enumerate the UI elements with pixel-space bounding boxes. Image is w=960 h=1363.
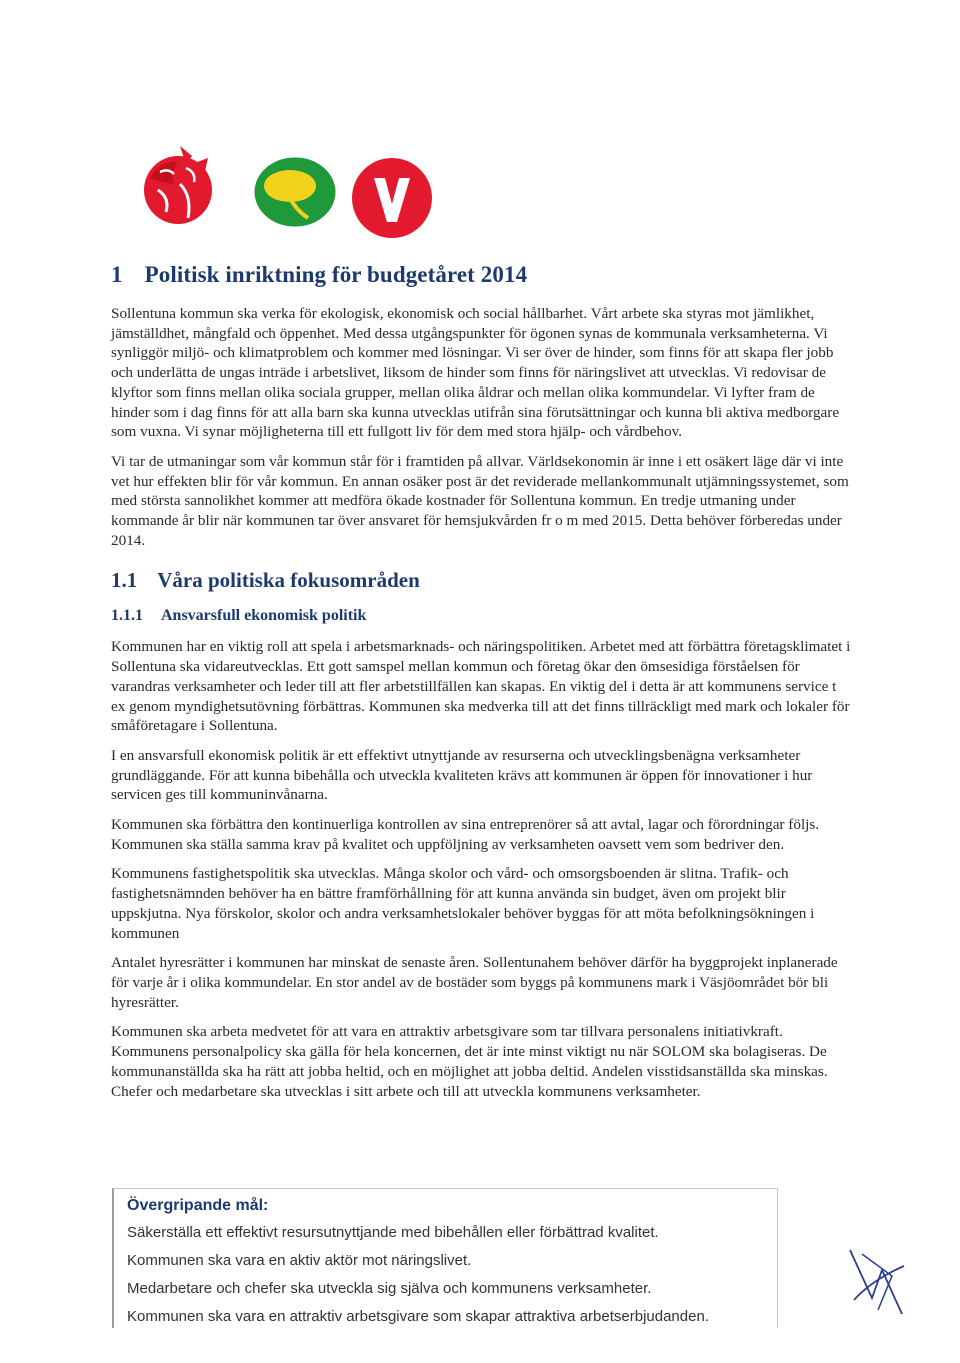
economy-paragraph-2: I en ansvarsfull ekonomisk politik är ett effektivt utnyttjande av resurserna och utvecklingsbenägna verksamheter grundläggande. För att kunna bibehålla och utveckla kvaliteten krävs att kommunen är öppen för innovationer i hur servicen ges till kommuninvånarna.: [111, 746, 813, 804]
subsubsection-number: 1.1.1: [111, 607, 143, 625]
document-body: [111, 262, 851, 1111]
economy-paragraph-6: Kommunen ska arbeta medvetet för att vara en attraktiv arbetsgivare som tar tillvara personalens initiativkraft. Kommunens personalpolicy ska gälla för hela koncernen, det är inte minst viktigt nu när SOLOM ska bolagiseras. De kommunanställda ska ha rätt att jobba heltid, och en möjlighet att jobba deltid. Andelen visstidsanställda ska minskas. Chefer och medarbetare ska utvecklas i sitt arbete och till att utveckla kommunens verksamheter.: [111, 1023, 828, 1100]
handwritten-initials-mark: [842, 1240, 912, 1320]
economy-paragraph-1: Kommunen har en viktig roll att spela i arbetsmarknads- och näringspolitiken. Arbetet med att förbättra företagsklimatet i Sollentuna ska vidareutvecklas. Ett gott samspel mellan kommun och företag ökar den ömsesidiga förståelsen för varandras verksamheter och leder till att fler arbetstillfällen kan skapas. En viktig del i detta är att kommunens service t ex genom myndighetsutövning förbättras. Kommunen ska medverka till att det finns tillräckligt med mark och lokaler för småföretagare i Sollentuna.: [111, 638, 851, 735]
economy-paragraph-3: Kommunen ska förbättra den kontinuerliga kontrollen av sina entreprenörer så att avtal, lagar och förordningar följs. Kommunen ska ställa samma krav på kvalitet och uppföljning av verksamheten oavsett vem som bedriver den.: [111, 816, 820, 853]
logos-svg: [130, 138, 440, 248]
green-party-dandelion-logo: [253, 156, 337, 228]
economy-paragraph-5: Antalet hyresrätter i kommunen har minskat de senaste åren. Sollentunahem behöver därför ha byggprojekt inplanerade för varje år i olika kommundelar. En stor andel av de bostäder som byggs på kommunens mark i Väsjöområdet bör bli hyresrätter.: [111, 954, 838, 1011]
party-logos: [130, 138, 440, 248]
section-paragraph-1: Sollentuna kommun ska verka för ekologisk, ekonomisk och social hållbarhet. Vårt arbete ska styras mot jämlikhet, jämställdhet, mångfald och öppenhet. Med dessa utgångspunkter för ögonen synas de kommunala verksamheterna. Vi synliggör miljö- och klimatproblem och kommer med lösningar. Vi ser över de hinder, som finns för att skapa fler jobb och underlätta de ungas inträde i arbetslivet, liksom de hinder som finns för näringslivet att utvecklas. Vi redovisar de klyftor som finns mellan olika sociala grupper, mellan olika åldrar och mellan olika kommundelar. Vi lyfter fram de hinder som i dag finns för att alla barn ska kunna utvecklas utifrån sina förutsättningar och kunna bli aktiva medborgare som vuxna. Vi synar möjligheterna till ett fullgott liv för dem med stora hjälp- och vårdbehov.: [111, 305, 840, 441]
goal-item: Kommunen ska vara en attraktiv arbetsgivare som skapar attraktiva arbetserbjudanden.: [127, 1308, 709, 1325]
subsection-heading: [111, 568, 851, 593]
goal-item: Säkerställa ett effektivt resursutnyttjande med bibehållen eller förbättrad kvalitet.: [127, 1224, 659, 1241]
subsubsection-title: Ansvarsfull ekonomisk politik: [161, 607, 367, 625]
subsection-title: Våra politiska fokusområden: [157, 568, 420, 593]
subsection-number: 1.1: [111, 568, 138, 593]
social-democrats-rose-logo: [144, 146, 212, 224]
section-paragraph-2: Vi tar de utmaningar som vår kommun står för i framtiden på allvar. Världsekonomin är inne i ett osäkert läge där vi inte vet hur effekten blir för vår kommun. En annan osäker post är det reviderade mellankommunalt utjämningssystemet, som med största sannolikhet kommer att medföra ökade kostnader för Sollentuna kommun. En tredje utmaning under kommande år blir när kommunen tar över ansvaret för hemsjukvården fr o m med 2015. Detta behöver förberedas under 2014.: [111, 452, 849, 549]
left-party-v-logo: [352, 158, 432, 238]
subsubsection-heading: [111, 607, 851, 625]
handwritten-initials-icon: [842, 1240, 912, 1320]
section-number: 1: [111, 262, 123, 287]
goal-item: Kommunen ska vara en aktiv aktör mot näringslivet.: [127, 1252, 472, 1269]
goals-heading: Övergripande mål:: [127, 1197, 269, 1214]
economy-paragraph-4: Kommunens fastighetspolitik ska utvecklas. Många skolor och vård- och omsorgsboenden är slitna. Trafik- och fastighetsnämnden behöver ha en bättre framförhållning för att kunna använda sin budget, även om projekt blir uppskjutna. Nya förskolor, skolor och andra verksamhetslokaler behöver byggas för att möta befolkningsökningen i kommunen: [111, 865, 815, 942]
goal-item: Medarbetare och chefer ska utveckla sig själva och kommunens verksamheter.: [127, 1280, 652, 1297]
section-heading: [111, 262, 851, 288]
overall-goals-box: [112, 1188, 778, 1328]
section-title: Politisk inriktning för budgetåret 2014: [144, 262, 528, 287]
